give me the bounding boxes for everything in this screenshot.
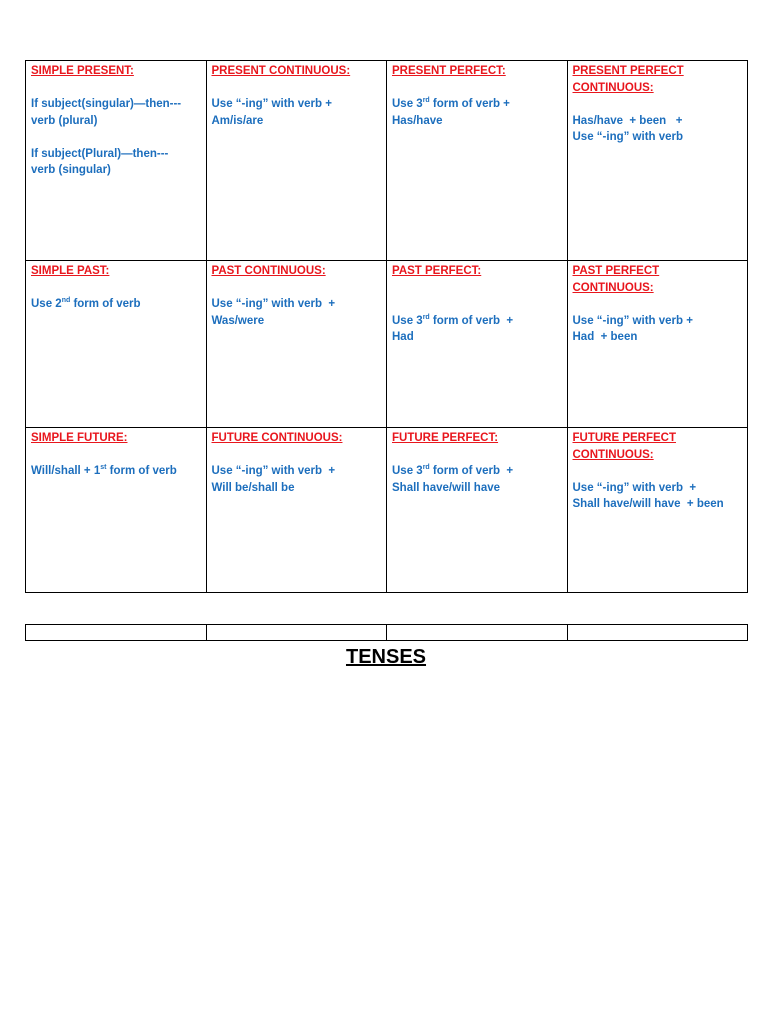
cell-heading: PAST PERFECT CONTINUOUS: — [572, 265, 660, 294]
cell-heading: CONTINUOUS: — [572, 448, 654, 461]
empty-cell — [567, 625, 748, 641]
empty-table-row — [25, 624, 748, 641]
empty-cell — [26, 625, 207, 641]
cell-text: Shall have/will have + been — [572, 498, 724, 510]
cell-text: Shall have/will have — [392, 481, 501, 494]
tenses-table — [25, 60, 748, 593]
cell-text: Use “-ing” with verb — [572, 131, 684, 143]
cell-heading: PAST PERFECT: — [392, 265, 482, 277]
cell-heading: PAST CONTINUOUS: — [211, 265, 326, 277]
cell-text: Use 2nd form of verb — [31, 297, 141, 310]
page-title: TENSES — [345, 646, 427, 668]
cell-heading: SIMPLE PAST: — [31, 265, 110, 277]
cell-simple-past — [26, 261, 207, 428]
empty-cell — [206, 625, 387, 641]
cell-heading: SIMPLE FUTURE: — [31, 432, 128, 444]
cell-present-continuous — [206, 61, 387, 261]
cell-heading: FUTURE PERFECT: — [392, 432, 499, 444]
empty-cell — [387, 625, 568, 641]
cell-text: If subject(Plural)—then--- — [31, 147, 169, 160]
cell-text: Use 3rd form of verb + — [392, 313, 514, 327]
cell-text: Has/have + been + — [572, 114, 683, 127]
table-row — [26, 625, 748, 641]
cell-text: Had — [392, 331, 414, 343]
cell-heading: FUTURE PERFECT — [572, 432, 676, 444]
cell-heading: PRESENT CONTINUOUS: — [211, 65, 351, 77]
cell-text: Use 3rd form of verb + — [392, 464, 514, 477]
cell-text: If subject(singular)—then--- — [31, 98, 182, 110]
cell-text: verb (singular) — [31, 164, 111, 176]
cell-future-perfect-continuous — [567, 428, 748, 593]
cell-heading: PRESENT PERFECT: — [392, 65, 506, 77]
cell-past-continuous — [206, 261, 387, 428]
cell-past-perfect — [387, 261, 568, 428]
cell-text: Use “-ing” with verb + — [572, 314, 693, 327]
cell-simple-present — [26, 61, 207, 261]
cell-text: Will be/shall be — [211, 481, 295, 494]
cell-heading: SIMPLE PRESENT: — [31, 65, 134, 77]
table-row — [26, 261, 748, 428]
cell-heading: PRESENT PERFECT — [572, 65, 684, 77]
cell-present-perfect — [387, 61, 568, 261]
cell-text: Use “-ing” with verb + — [211, 465, 336, 477]
cell-text: Use “-ing” with verb + — [211, 98, 332, 110]
cell-text: verb (plural) — [31, 114, 98, 127]
cell-heading: FUTURE CONTINUOUS: — [211, 432, 343, 444]
cell-future-continuous — [206, 428, 387, 593]
cell-text: Use “-ing” with verb + — [572, 481, 697, 494]
cell-simple-future — [26, 428, 207, 593]
cell-present-perfect-continuous — [567, 61, 748, 261]
table-row — [26, 61, 748, 261]
cell-past-perfect-continuous — [567, 261, 748, 428]
cell-heading: CONTINUOUS: — [572, 81, 654, 94]
cell-future-perfect — [387, 428, 568, 593]
cell-text: Use “-ing” with verb + — [211, 298, 336, 310]
cell-text: Will/shall + 1st form of verb — [31, 464, 177, 477]
cell-text: Was/were — [211, 314, 265, 327]
cell-text: Use 3rd form of verb + — [392, 97, 510, 110]
cell-text: Am/is/are — [211, 114, 264, 127]
cell-text: Had + been — [572, 331, 638, 343]
table-row — [26, 428, 748, 593]
cell-text: Has/have — [392, 114, 443, 127]
